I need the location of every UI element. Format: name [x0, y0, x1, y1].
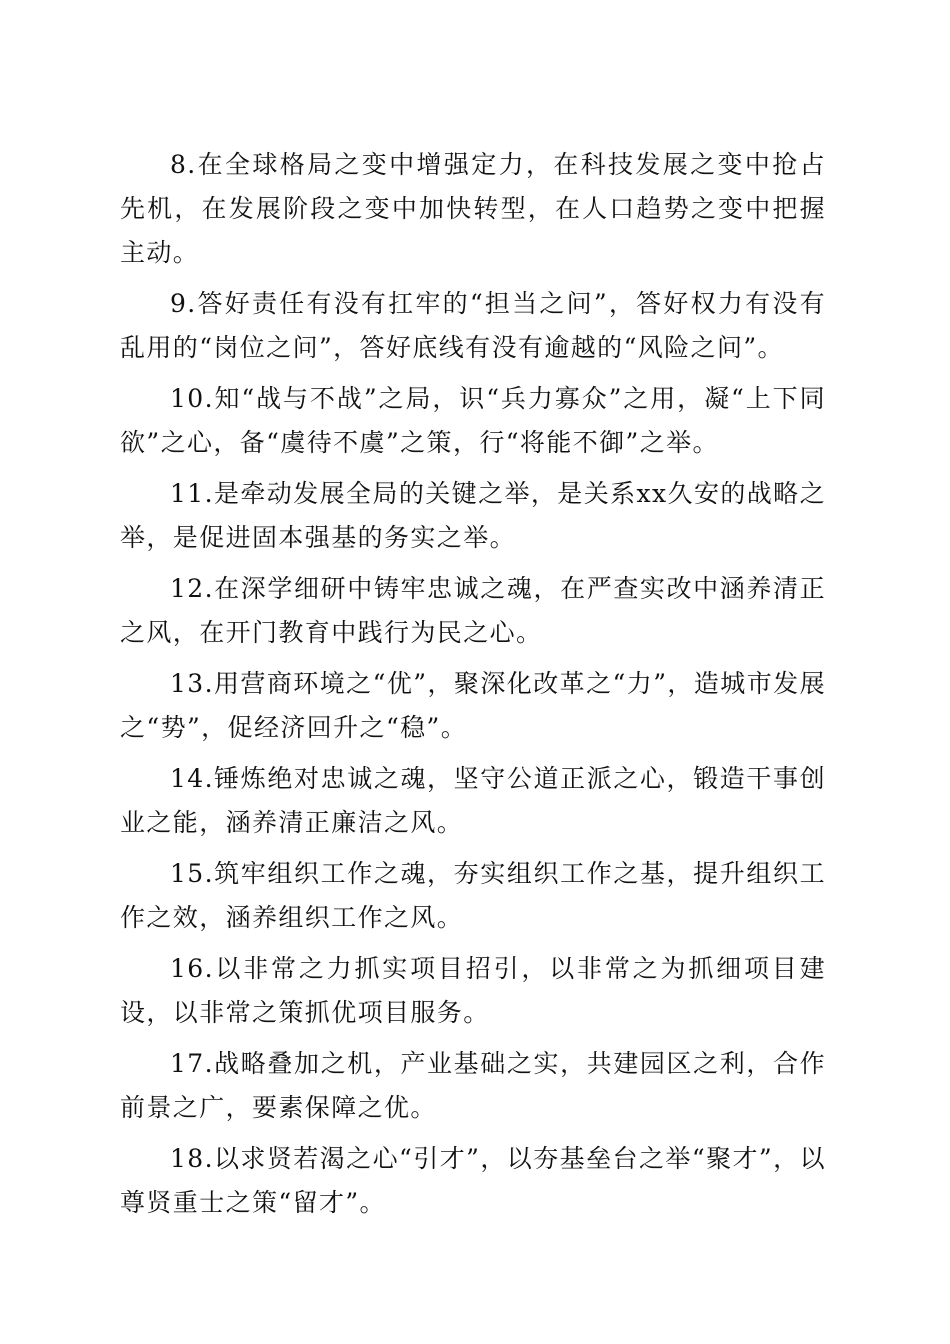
paragraph-15: 15.筑牢组织工作之魂，夯实组织工作之基，提升组织工作之效，涵养组织工作之风。 — [120, 859, 826, 932]
paragraph-13: 13.用营商环境之“优”，聚深化改革之“力”，造城市发展之“势”，促经济回升之“稳”。 — [120, 669, 826, 742]
paragraph-10: 10.知“战与不战”之局，识“兵力寡众”之用，凝“上下同欲”之心，备“虞待不虞”之策，行“将能不御”之举。 — [120, 384, 826, 457]
paragraph-8: 8.在全球格局之变中增强定力，在科技发展之变中抢占先机，在发展阶段之变中加快转型，在人口趋势之变中把握主动。 — [120, 150, 826, 267]
paragraph-18: 18.以求贤若渴之心“引才”，以夯基垒台之举“聚才”，以尊贤重士之策“留才”。 — [120, 1144, 826, 1217]
document-page — [120, 143, 826, 1232]
paragraph-12: 12.在深学细研中铸牢忠诚之魂，在严查实改中涵养清正之风，在开门教育中践行为民之心。 — [120, 574, 826, 647]
paragraph-9: 9.答好责任有没有扛牢的“担当之问”，答好权力有没有乱用的“岗位之问”，答好底线有没有逾越的“风险之问”。 — [120, 289, 826, 362]
paragraph-17: 17.战略叠加之机，产业基础之实，共建园区之利，合作前景之广，要素保障之优。 — [120, 1049, 826, 1122]
paragraph-16: 16.以非常之力抓实项目招引，以非常之为抓细项目建设，以非常之策抓优项目服务。 — [120, 954, 826, 1027]
paragraph-14: 14.锤炼绝对忠诚之魂，坚守公道正派之心，锻造干事创业之能，涵养清正廉洁之风。 — [120, 764, 826, 837]
paragraph-11: 11.是牵动发展全局的关键之举，是关系xx久安的战略之举，是促进固本强基的务实之举。 — [120, 479, 826, 552]
